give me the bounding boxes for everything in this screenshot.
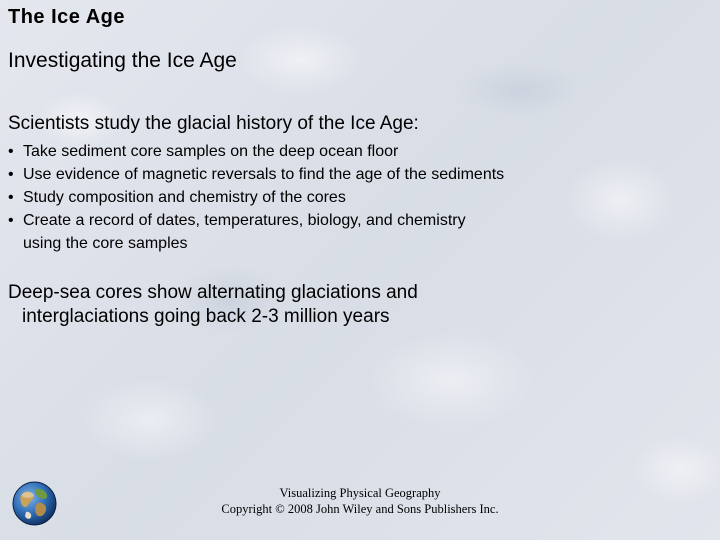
list-item-text: Take sediment core samples on the deep ocean floor bbox=[23, 143, 399, 160]
list-item bbox=[8, 186, 608, 209]
list-item-text: Study composition and chemistry of the cores bbox=[23, 189, 346, 206]
globe-icon bbox=[12, 481, 57, 526]
list-item bbox=[8, 163, 608, 186]
list-item bbox=[8, 140, 608, 163]
footer bbox=[180, 485, 540, 517]
list-item bbox=[8, 209, 608, 255]
list-item-text: Create a record of dates, temperatures, biology, and chemistry bbox=[23, 212, 466, 229]
bullet-icon: • bbox=[8, 166, 14, 183]
bullet-icon: • bbox=[8, 143, 14, 160]
bullet-list bbox=[8, 140, 608, 255]
bullet-icon: • bbox=[8, 189, 14, 206]
summary-line-1: Deep-sea cores show alternating glaciations and bbox=[8, 282, 418, 303]
summary-paragraph bbox=[8, 281, 508, 329]
summary-line-2: interglaciations going back 2-3 million years bbox=[22, 306, 390, 327]
slide-title: The Ice Age bbox=[8, 6, 126, 28]
bullet-icon: • bbox=[8, 212, 14, 229]
list-item-text-continued: using the core samples bbox=[23, 235, 188, 252]
intro-text: Scientists study the glacial history of the Ice Age: bbox=[8, 113, 419, 134]
footer-copyright: Copyright © 2008 John Wiley and Sons Publishers Inc. bbox=[221, 502, 499, 516]
footer-book-title: Visualizing Physical Geography bbox=[279, 486, 441, 500]
list-item-text: Use evidence of magnetic reversals to find the age of the sediments bbox=[23, 166, 505, 183]
slide-subtitle: Investigating the Ice Age bbox=[8, 49, 237, 72]
